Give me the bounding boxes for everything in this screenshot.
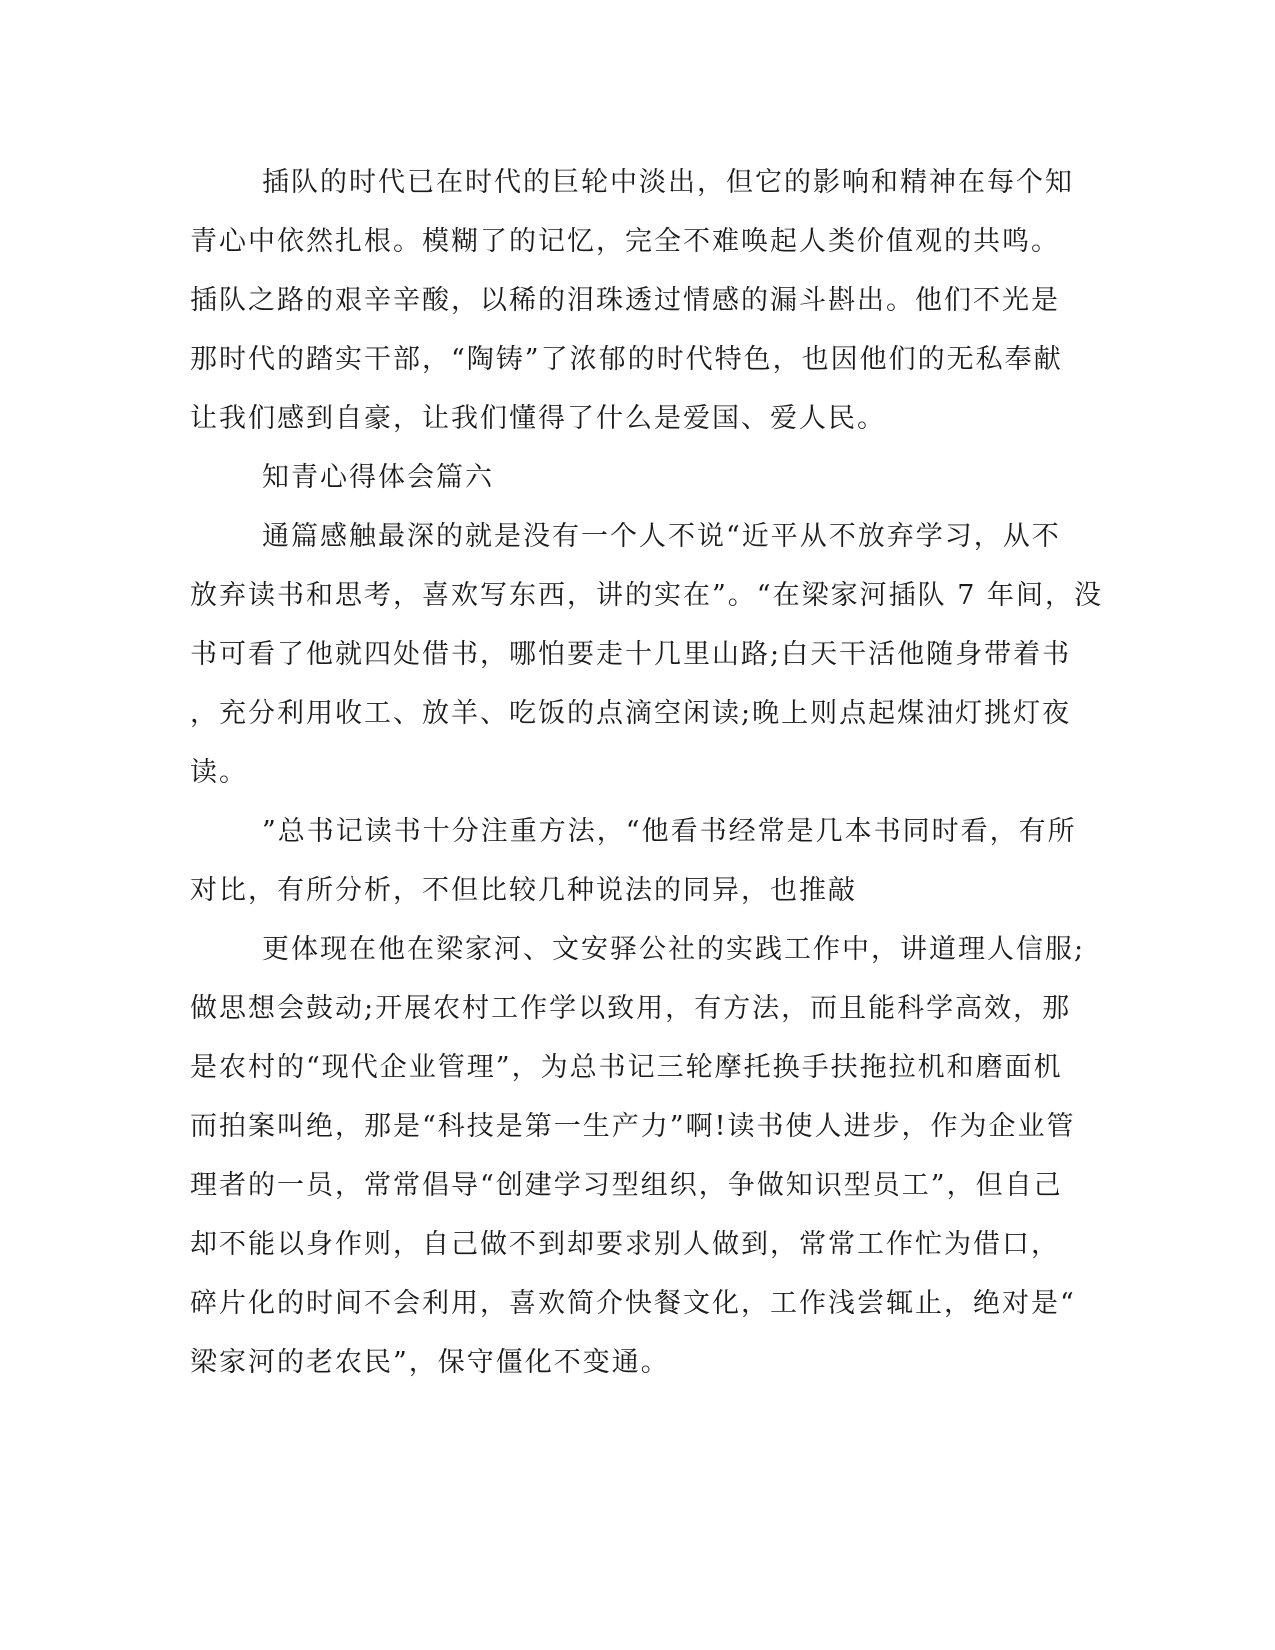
paragraph-1-line: 青心中依然扎根。模糊了的记忆，完全不难唤起人类价值观的共鸣。 xyxy=(190,226,1060,257)
paragraph-3-line: 对比，有所分析，不但比较几种说法的同异，也推敲 xyxy=(190,875,857,906)
paragraph-3-line: ”总书记读书十分注重方法，“他看书经常是几本书同时看，有所 xyxy=(262,816,1077,847)
paragraph-2-line: ，充分利用收工、放羊、吃饭的点滴空闲读;晚上则点起煤油灯挑灯夜 xyxy=(190,698,1072,729)
paragraph-4-line: 理者的一员，常常倡导“创建学习型组织，争做知识型员工”，但自己 xyxy=(190,1170,1063,1201)
paragraph-4-line: 梁家河的老农民”，保守僵化不变通。 xyxy=(190,1347,670,1378)
paragraph-4-line: 碎片化的时间不会利用，喜欢简介快餐文化，工作浅尝辄止，绝对是“ xyxy=(190,1288,1076,1319)
paragraph-1-line: 让我们感到自豪，让我们懂得了什么是爱国、爱人民。 xyxy=(190,403,886,434)
paragraph-4-line: 更体现在他在梁家河、文安驿公社的实践工作中，讲道理人信服; xyxy=(262,934,1086,965)
paragraph-2-line: 读。 xyxy=(190,757,248,788)
paragraph-1-line: 插队的时代已在时代的巨轮中淡出，但它的影响和精神在每个知 xyxy=(262,167,1074,198)
paragraph-1-line: 那时代的踏实干部，“陶铸”了浓郁的时代特色，也因他们的无私奉献 xyxy=(190,344,1063,375)
paragraph-4-line: 而拍案叫绝，那是“科技是第一生产力”啊!读书使人进步，作为企业管 xyxy=(190,1111,1076,1142)
paragraph-4-line: 却不能以身作则，自己做不到却要求别人做到，常常工作忙为借口， xyxy=(190,1229,1060,1260)
section-heading: 知青心得体会篇六 xyxy=(262,462,494,493)
paragraph-4-line: 做思想会鼓动;开展农村工作学以致用，有方法，而且能科学高效，那 xyxy=(190,993,1072,1024)
paragraph-4-line: 是农村的“现代企业管理”，为总书记三轮摩托换手扶拖拉机和磨面机 xyxy=(190,1052,1063,1083)
paragraph-2-line: 书可看了他就四处借书，哪怕要走十几里山路;白天干活他随身带着书 xyxy=(190,639,1072,670)
paragraph-2-line: 通篇感触最深的就是没有一个人不说“近平从不放弃学习，从不 xyxy=(262,521,1061,552)
paragraph-1-line: 插队之路的艰辛辛酸，以稀的泪珠透过情感的漏斗斟出。他们不光是 xyxy=(190,285,1060,316)
paragraph-2-line: 放弃读书和思考，喜欢写东西，讲的实在”。“在梁家河插队 7 年间，没 xyxy=(190,580,1103,611)
